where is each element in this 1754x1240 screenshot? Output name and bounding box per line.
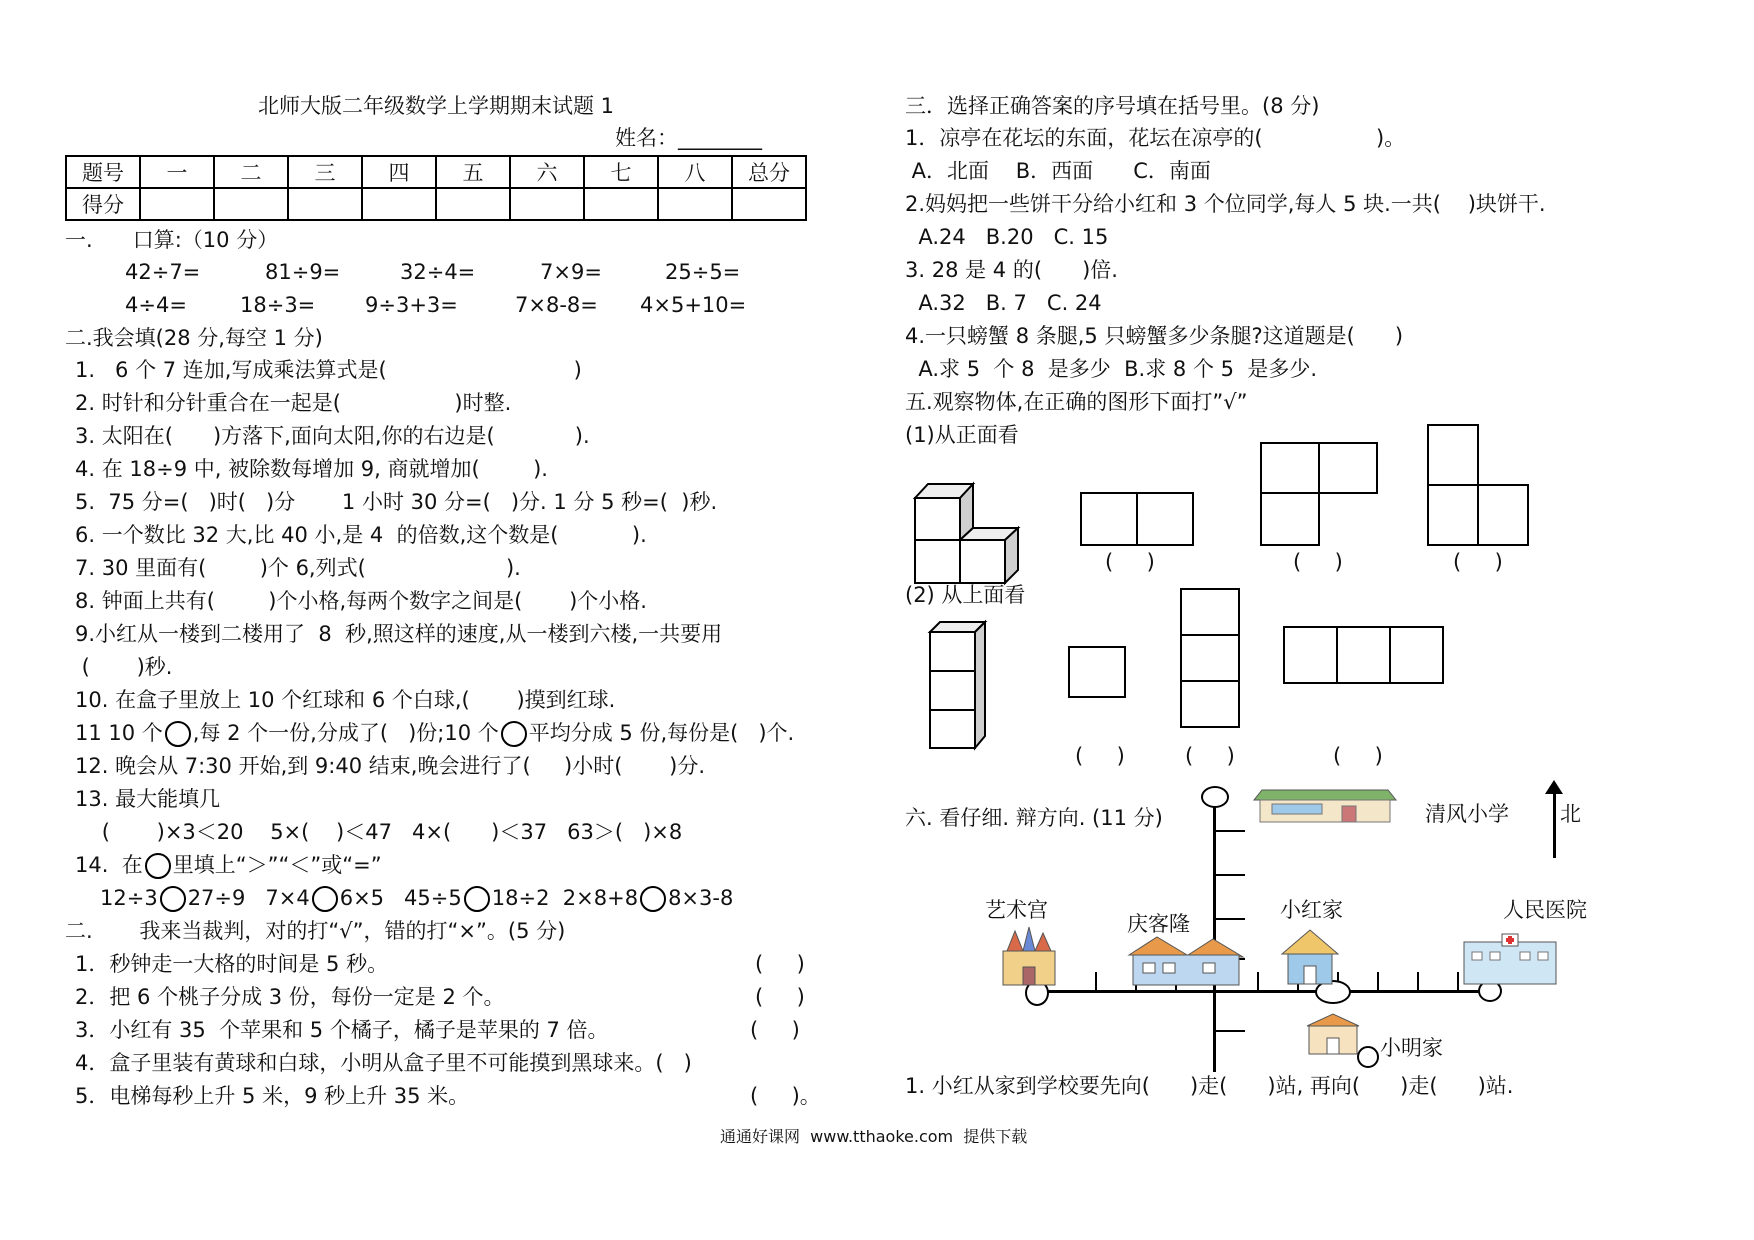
score-cell[interactable] bbox=[140, 188, 214, 220]
mental-math-q: 25÷5= bbox=[665, 260, 741, 284]
map-tick bbox=[1215, 918, 1245, 920]
option-shape-l bbox=[1318, 442, 1378, 494]
xiaohong-home-label: 小红家 bbox=[1280, 898, 1343, 922]
fill-item: 2. 时针和分针重合在一起是( )时整. bbox=[75, 391, 512, 415]
mental-math-q: 32÷4= bbox=[400, 260, 476, 284]
art-palace-label: 艺术宫 bbox=[985, 898, 1048, 922]
choice-line: A.32 B. 7 C. 24 bbox=[905, 291, 1102, 315]
fill-item: 8. 钟面上共有( )个小格,每两个数字之间是( )个小格. bbox=[75, 589, 647, 613]
north-arrow-icon bbox=[1545, 780, 1563, 794]
map-tick bbox=[1215, 830, 1245, 832]
score-header-cell: 三 bbox=[288, 156, 362, 188]
name-label: 姓名：________ bbox=[615, 126, 762, 150]
supermarket-icon bbox=[1127, 935, 1245, 987]
fill-item-11 bbox=[75, 719, 794, 747]
choice-line: A.求 5 个 8 是多少 B.求 8 个 5 是多少. bbox=[905, 357, 1318, 381]
fill-item: 4. 在 18÷9 中, 被除数每增加 9, 商就增加( ). bbox=[75, 457, 548, 481]
item14-title-a: 14. 在 bbox=[75, 853, 143, 877]
score-cell[interactable] bbox=[436, 188, 510, 220]
fill-item: 12. 晚会从 7:30 开始,到 9:40 结束,晚会进行了( )小时( )分. bbox=[75, 754, 705, 778]
score-header-cell: 七 bbox=[584, 156, 658, 188]
answer-bracket[interactable]: ( ) bbox=[1293, 550, 1343, 574]
section3-title: 二. 我来当裁判，对的打“√”，错的打“×”。(5 分) bbox=[65, 919, 566, 943]
option-shape-horizontal-three bbox=[1389, 626, 1444, 684]
footer-text: 通通好课网 www.tthaoke.com 提供下载 bbox=[720, 1127, 1028, 1146]
score-table bbox=[65, 155, 807, 221]
fill-item: 6. 一个数比 32 大,比 40 小,是 4 的倍数,这个数是( ). bbox=[75, 523, 647, 547]
choice-line: 2.妈妈把一些饼干分给小红和 3 个位同学,每人 5 块.一共( )块饼干. bbox=[905, 192, 1546, 216]
fill-item-14-title bbox=[75, 851, 382, 879]
direction-question-1: 1. 小红从家到学校要先向( )走( )站, 再向( )走( )站. bbox=[905, 1074, 1514, 1098]
mental-math-q: 18÷3= bbox=[240, 293, 316, 317]
art-palace-icon bbox=[997, 925, 1061, 987]
answer-bracket[interactable]: ( ) bbox=[1075, 744, 1125, 768]
choice-line: A.24 B.20 C. 15 bbox=[905, 225, 1109, 249]
item11-part-c: 平均分成 5 份,每份是( )个. bbox=[528, 721, 795, 745]
map-tick bbox=[1215, 1030, 1245, 1032]
north-label: 北 bbox=[1560, 802, 1581, 826]
score-header-cell: 八 bbox=[658, 156, 732, 188]
answer-bracket[interactable]: ( ) bbox=[1333, 744, 1383, 768]
fill-item: 9.小红从一楼到二楼用了 8 秒,照这样的速度,从一楼到六楼,一共要用 bbox=[75, 622, 723, 646]
school-label: 清风小学 bbox=[1425, 802, 1509, 826]
score-cell[interactable] bbox=[584, 188, 658, 220]
judge-item: 4．盒子里装有黄球和白球，小明从盒子里不可能摸到黑球来。( ) bbox=[75, 1051, 692, 1075]
fill-item: 1. 6 个 7 连加,写成乘法算式是( ) bbox=[75, 358, 582, 382]
xiaoming-home-label: 小明家 bbox=[1380, 1036, 1443, 1060]
mental-math-q: 9÷3+3= bbox=[365, 293, 458, 317]
compare-circle-input[interactable] bbox=[464, 886, 490, 912]
hospital-icon bbox=[1460, 932, 1560, 986]
score-header-cell: 五 bbox=[436, 156, 510, 188]
item11-part-b: ,每 2 个一份,分成了( )份;10 个 bbox=[192, 721, 499, 745]
stacked-cubes-figure bbox=[910, 478, 1030, 588]
judge-bracket[interactable]: ( ) bbox=[750, 1018, 800, 1042]
score-cell[interactable] bbox=[732, 188, 806, 220]
answer-bracket[interactable]: ( ) bbox=[1105, 550, 1155, 574]
score-header-cell: 题号 bbox=[66, 156, 140, 188]
map-tick bbox=[1377, 972, 1379, 992]
mental-math-q: 42÷7= bbox=[125, 260, 201, 284]
xiaohong-home-icon bbox=[1280, 928, 1340, 986]
option-shape-vertical-three bbox=[1180, 680, 1240, 728]
fill-item: 13. 最大能填几 bbox=[75, 787, 221, 811]
option-shape-single bbox=[1068, 646, 1126, 698]
map-tick bbox=[1457, 972, 1459, 992]
section-r6-title: 六. 看仔细. 辩方向. (11 分) bbox=[905, 806, 1163, 830]
compare-expr: 12÷3 bbox=[100, 886, 158, 910]
judge-bracket[interactable]: ( ) bbox=[755, 952, 805, 976]
judge-item: 5．电梯每秒上升 5 米，9 秒上升 35 米。 bbox=[75, 1084, 470, 1108]
score-header-cell: 六 bbox=[510, 156, 584, 188]
view-front-label: (1)从正面看 bbox=[905, 423, 1019, 447]
option-shape-horizontal-three bbox=[1283, 626, 1338, 684]
compare-circle-input[interactable] bbox=[312, 886, 338, 912]
choice-line: 4.一只螃蟹 8 条腿,5 只螃蟹多少条腿?这道题是( ) bbox=[905, 324, 1404, 348]
fill-item: ( )×3＜20 5×( )＜47 4×( )＜37 63＞( )×8 bbox=[75, 820, 683, 844]
north-arrow-shaft bbox=[1553, 790, 1556, 858]
answer-bracket[interactable]: ( ) bbox=[1453, 550, 1503, 574]
circle-icon bbox=[145, 853, 171, 879]
option-shape-l bbox=[1260, 442, 1320, 494]
supermarket-label: 庆客隆 bbox=[1127, 912, 1190, 936]
choice-line: 3. 28 是 4 的( )倍. bbox=[905, 258, 1118, 282]
choice-line: A．北面 B．西面 C．南面 bbox=[905, 159, 1211, 183]
option-shape-two-horizontal bbox=[1136, 492, 1194, 546]
option-shape-t bbox=[1427, 424, 1479, 486]
circle-icon bbox=[165, 721, 191, 747]
fill-item: 7. 30 里面有( )个 6,列式( ). bbox=[75, 556, 521, 580]
score-row-label: 得分 bbox=[66, 188, 140, 220]
score-cell[interactable] bbox=[510, 188, 584, 220]
hospital-label: 人民医院 bbox=[1503, 898, 1587, 922]
mental-math-q: 7×8-8= bbox=[515, 293, 598, 317]
judge-bracket[interactable]: ( )。 bbox=[750, 1084, 821, 1108]
map-horizontal-road bbox=[1030, 990, 1490, 993]
section2-title: 二.我会填(28 分,每空 1 分) bbox=[65, 326, 323, 350]
school-building-icon bbox=[1250, 788, 1400, 824]
option-shape-vertical-three bbox=[1180, 588, 1240, 636]
map-tick bbox=[1257, 972, 1259, 992]
score-table-header bbox=[66, 156, 806, 188]
compare-expr: 6×5 45÷5 bbox=[339, 886, 462, 910]
mental-math-q: 4×5+10= bbox=[640, 293, 747, 317]
map-tick bbox=[1215, 874, 1245, 876]
score-cell[interactable] bbox=[362, 188, 436, 220]
tall-stack-figure bbox=[925, 618, 1005, 753]
mental-math-q: 81÷9= bbox=[265, 260, 341, 284]
judge-item: 2．把 6 个桃子分成 3 份，每份一定是 2 个。 bbox=[75, 985, 505, 1009]
mental-math-q: 7×9= bbox=[540, 260, 602, 284]
score-header-cell: 总分 bbox=[732, 156, 806, 188]
score-header-cell: 二 bbox=[214, 156, 288, 188]
item11-part-a: 11 10 个 bbox=[75, 721, 163, 745]
compare-circle-input[interactable] bbox=[640, 886, 666, 912]
fill-item: 3. 太阳在( )方落下,面向太阳,你的右边是( ). bbox=[75, 424, 590, 448]
fill-item: ( )秒. bbox=[75, 655, 173, 679]
fill-item: 5. 75 分=( )时( )分 1 小时 30 分=( )分. 1 分 5 秒=( )秒. bbox=[75, 490, 718, 514]
map-tick bbox=[1417, 972, 1419, 992]
option-shape-t bbox=[1477, 484, 1529, 546]
option-shape-t bbox=[1427, 484, 1479, 546]
fill-item-14-row bbox=[100, 884, 733, 912]
compare-expr: 27÷9 7×4 bbox=[187, 886, 310, 910]
section-r5-title: 五.观察物体,在正确的图形下面打”√” bbox=[905, 390, 1248, 414]
judge-item: 1．秒钟走一大格的时间是 5 秒。 bbox=[75, 952, 389, 976]
compare-expr: 8×3-8 bbox=[668, 886, 734, 910]
choice-line: 1．凉亭在花坛的东面，花坛在凉亭的( )。 bbox=[905, 126, 1406, 150]
xiaoming-home-icon bbox=[1305, 1012, 1361, 1056]
section1-title: 一. 口算:（10 分） bbox=[65, 228, 279, 252]
compare-circle-input[interactable] bbox=[160, 886, 186, 912]
score-header-cell: 四 bbox=[362, 156, 436, 188]
score-cell[interactable] bbox=[658, 188, 732, 220]
judge-item: 3．小红有 35 个苹果和 5 个橘子，橘子是苹果的 7 倍。 bbox=[75, 1018, 609, 1042]
station-marker bbox=[1201, 786, 1229, 808]
option-shape-l bbox=[1260, 492, 1320, 546]
score-cell[interactable] bbox=[214, 188, 288, 220]
section-r3-title: 三．选择正确答案的序号填在括号里。(8 分) bbox=[905, 94, 1320, 118]
item14-title-b: 里填上“＞”“＜”或“=” bbox=[172, 853, 382, 877]
score-table-row bbox=[66, 188, 806, 220]
circle-icon bbox=[501, 721, 527, 747]
score-header-cell: 一 bbox=[140, 156, 214, 188]
mental-math-q: 4÷4= bbox=[125, 293, 187, 317]
option-shape-horizontal-three bbox=[1336, 626, 1391, 684]
map-tick bbox=[1095, 972, 1097, 992]
score-cell[interactable] bbox=[288, 188, 362, 220]
view-top-label: (2) 从上面看 bbox=[905, 583, 1026, 607]
page-title: 北师大版二年级数学上学期期末试题 1 bbox=[258, 94, 615, 118]
answer-bracket[interactable]: ( ) bbox=[1185, 744, 1235, 768]
compare-expr: 18÷2 2×8+8 bbox=[491, 886, 639, 910]
option-shape-two-horizontal bbox=[1080, 492, 1138, 546]
judge-bracket[interactable]: ( ) bbox=[755, 985, 805, 1009]
fill-item: 10. 在盒子里放上 10 个红球和 6 个白球,( )摸到红球. bbox=[75, 688, 616, 712]
option-shape-vertical-three bbox=[1180, 634, 1240, 682]
